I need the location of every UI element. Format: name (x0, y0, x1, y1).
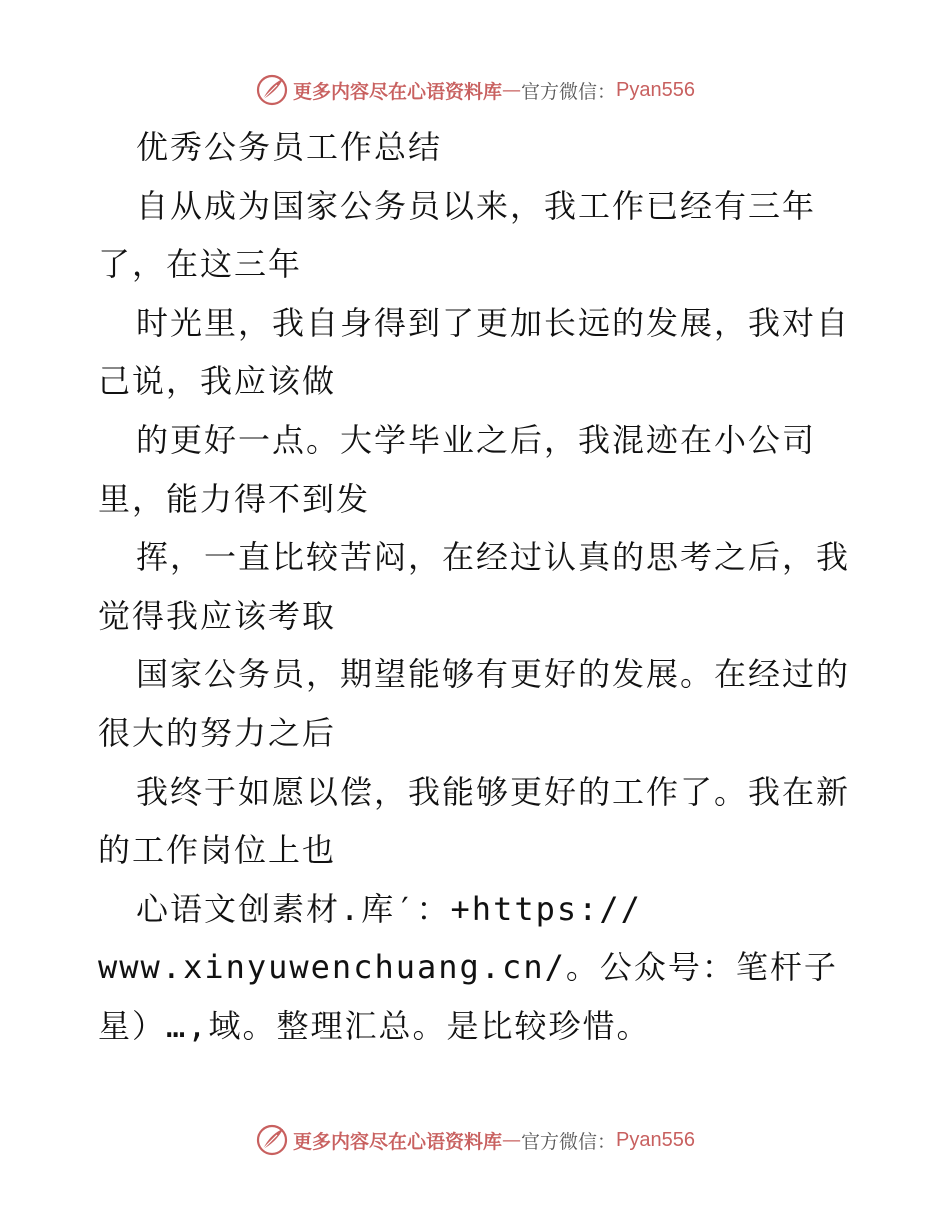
banner-main-text: 更多内容尽在心语资料库 (293, 1130, 503, 1153)
text-line: 己说，我应该做 (98, 362, 337, 401)
text-line: 了，在这三年 (98, 245, 303, 284)
text-line: 时光里，我自身得到了更加长远的发展，我对自 (136, 303, 851, 342)
text-line: 的更好一点。大学毕业之后，我混迹在小公司 (136, 420, 817, 459)
feather-logo-icon (255, 1123, 289, 1157)
document-body (98, 118, 858, 1056)
banner-dash: — (502, 79, 522, 101)
feather-logo-icon (255, 73, 289, 107)
text-line: 挥，一直比较苦闷，在经过认真的思考之后，我 (136, 538, 851, 577)
banner-wechat-id: Pyan556 (616, 78, 695, 101)
banner-main-text: 更多内容尽在心语资料库 (293, 80, 503, 103)
text-line: 自从成为国家公务员以来，我工作已经有三年 (136, 186, 817, 225)
header-watermark-banner (0, 70, 950, 110)
text-line: 里，能力得不到发 (98, 479, 371, 518)
banner-sub-text: 官方微信： (521, 80, 617, 103)
banner-sub-text: 官方微信： (521, 1130, 617, 1153)
text-line: 觉得我应该考取 (98, 596, 337, 635)
banner-dash: — (502, 1129, 522, 1151)
document-title: 优秀公务员工作总结 (136, 128, 443, 166)
text-line: 心语文创素材.库′：+https:// (136, 889, 642, 928)
text-line: 我终于如愿以偿，我能够更好的工作了。我在新 (136, 772, 851, 811)
footer-watermark-banner (0, 1120, 950, 1160)
banner-wechat-id: Pyan556 (616, 1128, 695, 1151)
text-line: 星）…,域。整理汇总。是比较珍惜。 (98, 1006, 651, 1045)
text-line: 国家公务员，期望能够有更好的发展。在经过的 (136, 655, 851, 694)
text-line: 的工作岗位上也 (98, 831, 337, 870)
text-line: 很大的努力之后 (98, 713, 337, 752)
text-line: www.xinyuwenchuang.cn/。公众号：笔杆子 (98, 948, 838, 987)
